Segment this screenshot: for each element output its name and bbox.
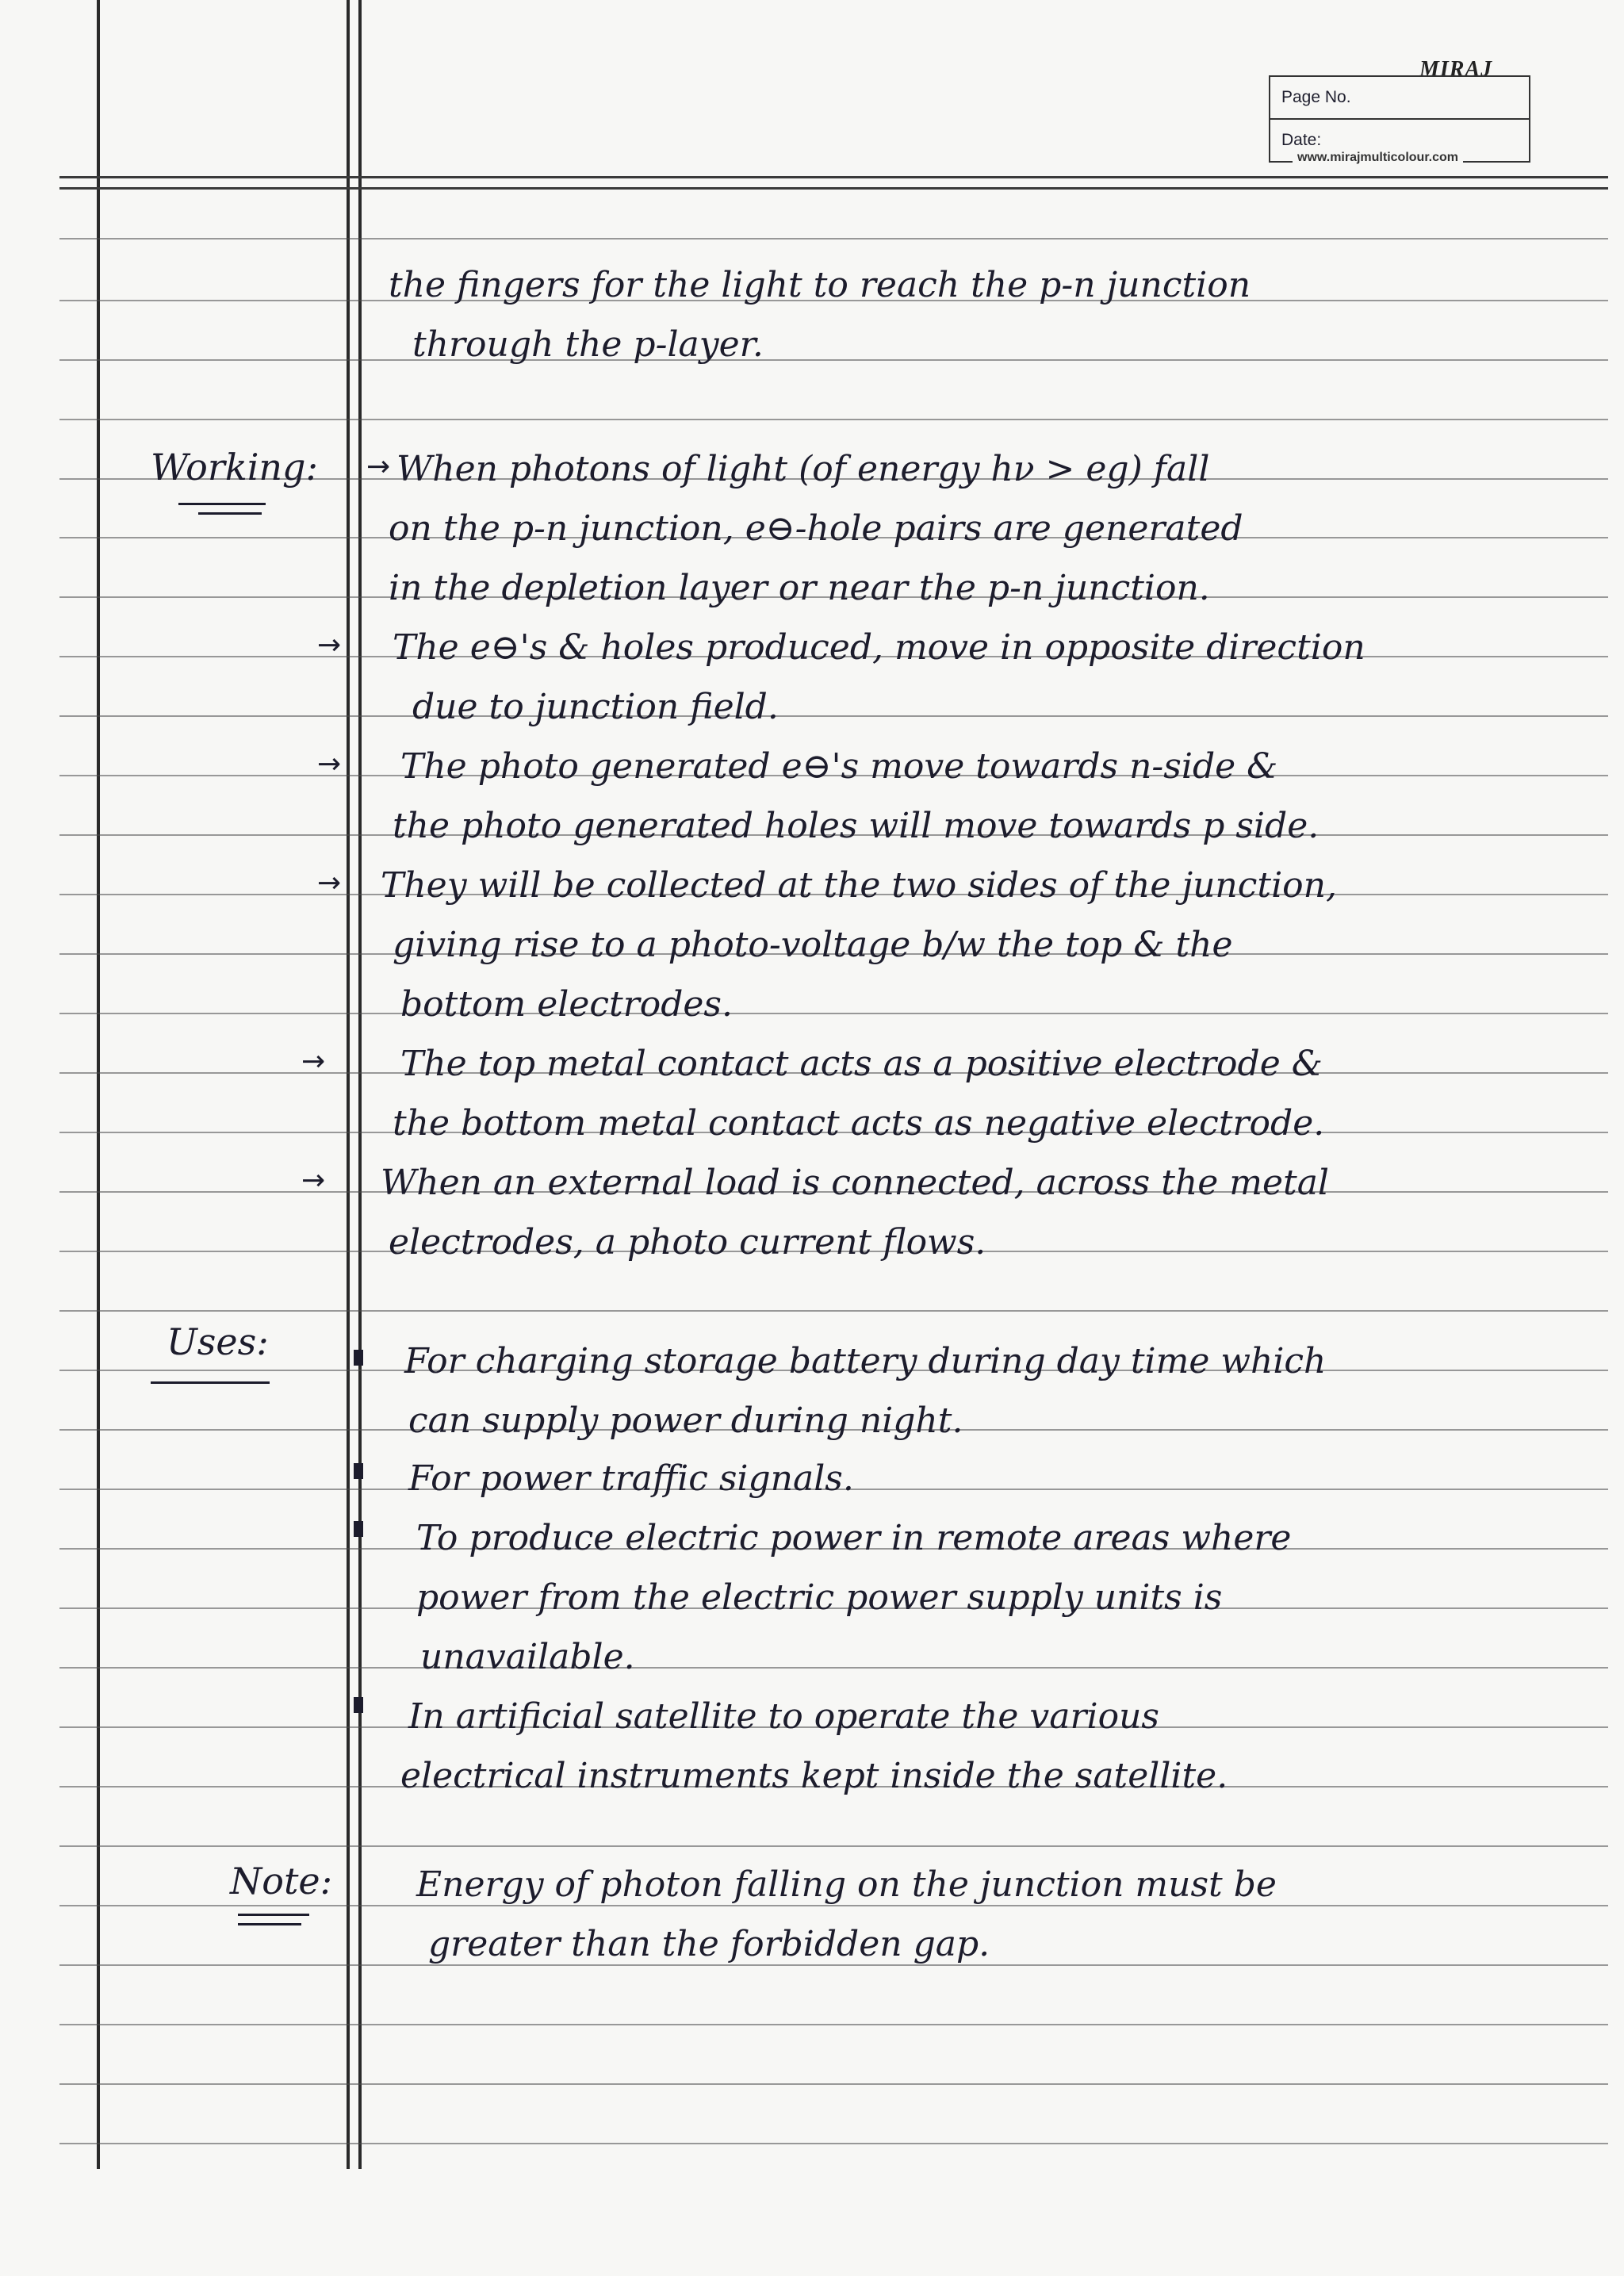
ruled-line (59, 1845, 1608, 1847)
handwritten-line: bottom electrodes. (400, 984, 733, 1025)
ruled-line (59, 2024, 1608, 2025)
handwritten-line: Energy of photon falling on the junction must be (416, 1864, 1277, 1905)
ruled-line (59, 1905, 1608, 1906)
double-margin-line-b (358, 0, 362, 2169)
working-underline (198, 512, 262, 515)
handwritten-line: unavailable. (420, 1637, 635, 1677)
handwritten-line: For power traffic signals. (408, 1458, 854, 1499)
left-margin-line (97, 0, 100, 2169)
uses-underline (151, 1381, 270, 1384)
handwritten-line: For charging storage battery during day time which (404, 1341, 1327, 1381)
handwritten-line: In artificial satellite to operate the various (408, 1696, 1160, 1737)
arrow-bullet-icon: → (301, 1164, 326, 1197)
bullet-icon (354, 1463, 363, 1479)
handwritten-line: in the depletion layer or near the p-n junction. (389, 568, 1210, 608)
handwritten-line: To produce electric power in remote areas where (416, 1518, 1292, 1558)
header-rule-bottom (59, 187, 1608, 190)
arrow-bullet-icon: → (317, 867, 342, 899)
handwritten-line: electrodes, a photo current flows. (389, 1222, 986, 1263)
brand-logo: MIRAJ (1419, 57, 1493, 82)
handwritten-line: can supply power during night. (408, 1400, 963, 1441)
bullet-icon (354, 1350, 363, 1366)
working-underline (178, 503, 266, 505)
handwritten-line: the photo generated holes will move towards p side. (393, 806, 1320, 846)
handwritten-line: giving rise to a photo-voltage b/w the top & the (393, 925, 1233, 965)
handwritten-line: the fingers for the light to reach the p-n junction (389, 265, 1251, 305)
page-info-box (1269, 75, 1530, 163)
uses-heading: Uses: (167, 1320, 269, 1363)
handwritten-line: due to junction field. (412, 687, 779, 727)
page-no-label: Page No. (1281, 88, 1351, 106)
handwritten-line: The e⊖'s & holes produced, move in opposite direction (393, 627, 1365, 668)
ruled-line (59, 2083, 1608, 2085)
handwritten-line: greater than the forbidden gap. (428, 1924, 990, 1964)
handwritten-line: The photo generated e⊖'s move towards n-side & (400, 746, 1278, 787)
double-margin-line-a (347, 0, 350, 2169)
note-underline (238, 1923, 301, 1925)
ruled-line (59, 1964, 1608, 1966)
handwritten-line: through the p-layer. (412, 324, 764, 365)
handwritten-line: the bottom metal contact acts as negative electrode. (393, 1103, 1325, 1144)
handwritten-line: When an external load is connected, across the metal (381, 1163, 1329, 1203)
arrow-bullet-icon: → (301, 1045, 326, 1078)
ruled-line (59, 419, 1608, 420)
ruled-line (59, 1310, 1608, 1312)
handwritten-line: They will be collected at the two sides of the junction, (381, 865, 1337, 906)
brand-website: www.mirajmulticolour.com (1293, 151, 1463, 165)
note-heading: Note: (230, 1860, 333, 1902)
ruled-line (59, 238, 1608, 239)
bullet-icon (354, 1521, 363, 1537)
ruled-line (59, 1667, 1608, 1669)
ruled-line (59, 715, 1608, 717)
ruled-line (59, 359, 1608, 361)
handwritten-line: When photons of light (of energy hν > eg) fall (396, 449, 1210, 489)
handwritten-line: electrical instruments kept inside the satellite. (400, 1756, 1228, 1796)
date-label: Date: (1270, 118, 1529, 161)
handwritten-line: power from the electric power supply units is (416, 1577, 1223, 1618)
working-heading: Working: (151, 446, 318, 489)
arrow-bullet-icon: → (317, 748, 342, 780)
bullet-icon (354, 1697, 363, 1713)
header-rule-top (59, 176, 1608, 178)
handwritten-line: The top metal contact acts as a positive electrode & (400, 1044, 1323, 1084)
handwritten-line: on the p-n junction, e⊖-hole pairs are generated (389, 508, 1243, 549)
arrow-bullet-icon: → (366, 450, 391, 483)
ruled-line (59, 1013, 1608, 1014)
arrow-bullet-icon: → (317, 629, 342, 661)
note-underline (238, 1914, 309, 1916)
ruled-line (59, 2143, 1608, 2144)
